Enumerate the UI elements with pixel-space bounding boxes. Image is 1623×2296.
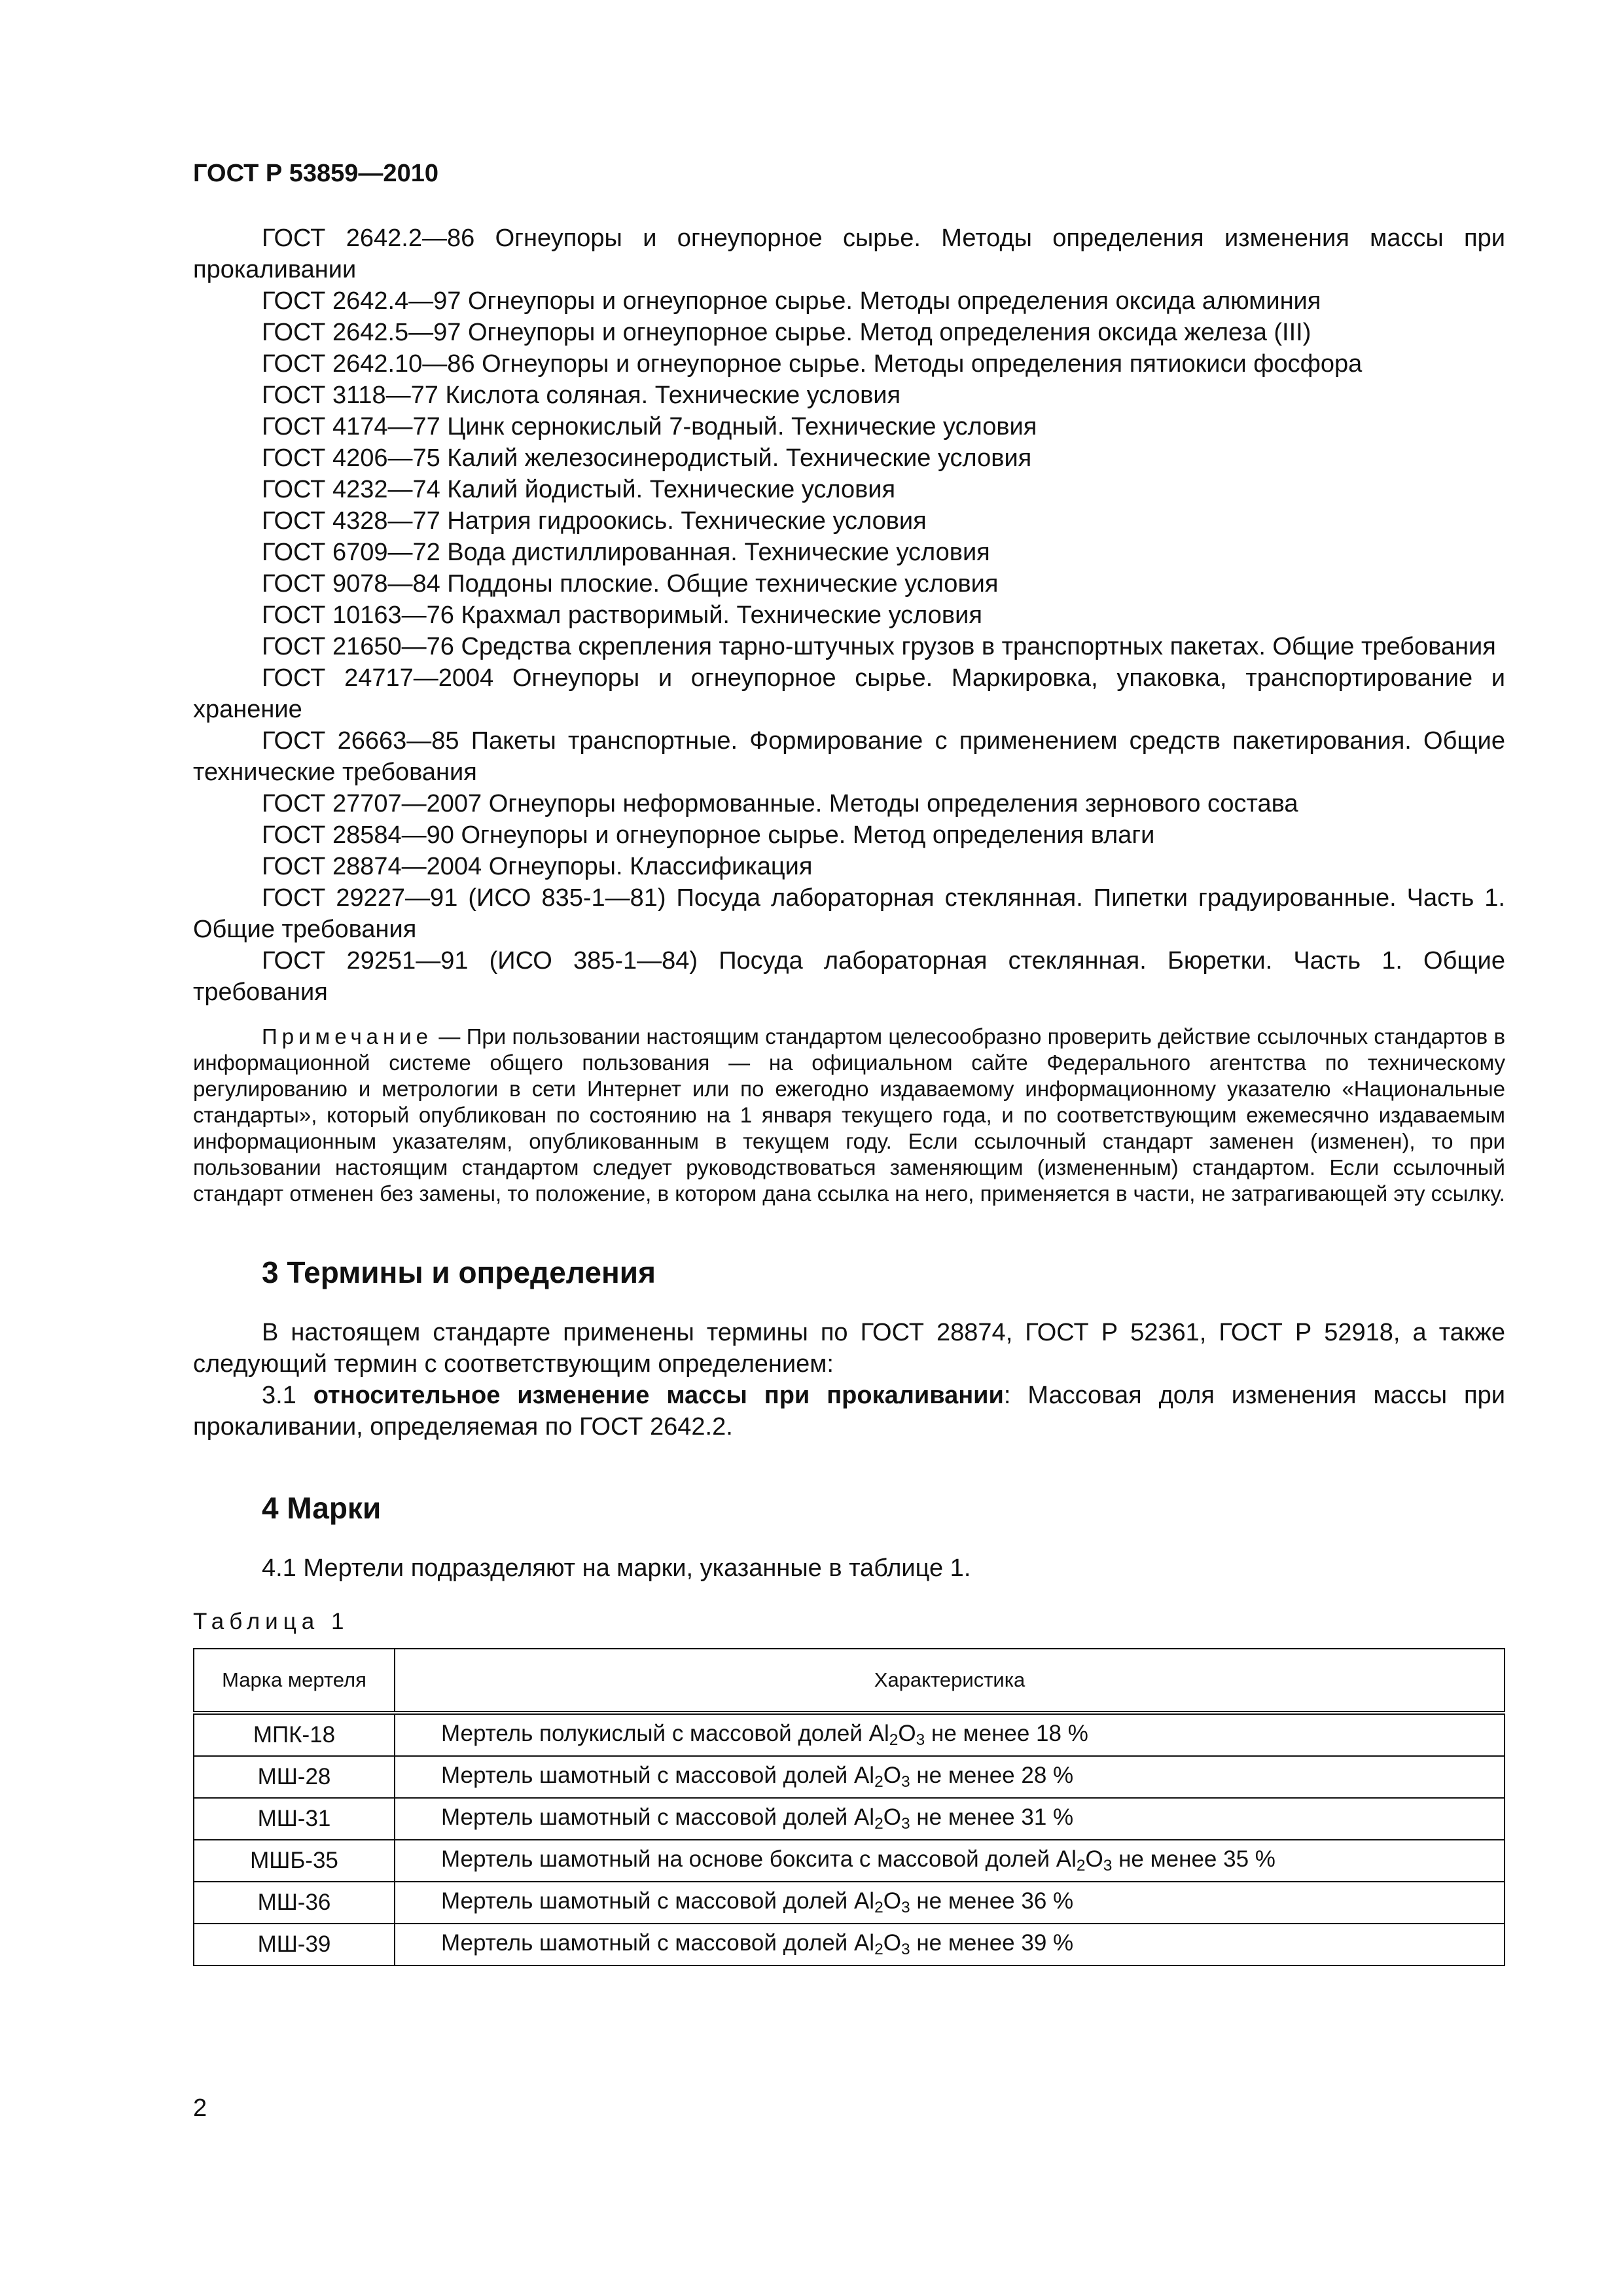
section-4-title: 4 Марки xyxy=(262,1491,382,1525)
reference-item: ГОСТ 10163—76 Крахмал растворимый. Технические условия xyxy=(262,601,982,629)
characteristic-cell xyxy=(395,1882,1505,1924)
char-text: Мертель шамотный с массовой долей Al xyxy=(441,1888,875,1914)
section-4-text: 4.1 Мертели подразделяют на марки, указанные в таблице 1. xyxy=(262,1554,971,1582)
char-text: Мертель шамотный на основе боксита с массовой долей Al xyxy=(441,1846,1077,1872)
char-text: Мертель шамотный с массовой долей Al xyxy=(441,1762,875,1788)
term-definition xyxy=(193,1380,1505,1443)
reference-item: ГОСТ 4232—74 Калий йодистый. Технические условия xyxy=(262,476,896,503)
char-text: O xyxy=(1085,1846,1103,1872)
note-text: — При пользовании настоящим стандартом целесообразно проверить действие ссылочных стандартов в информационной системе общего пользования — на официальном сайте Федерального агентства по техническому регулированию и метрологии в сети Интернет или по ежегодно издаваемому информационному указателю «Национальные стандарты», который опубликован по состоянию на 1 января текущего года, и по соответствующим ежемесячно издаваемым информационным указателям, опубликованным в текущем году. Если ссылочный стандарт заменен (изменен), то при пользовании настоящим стандартом следует руководствоваться заменяющим (измененным) стандартом. Если ссылочный стандарт отменен без замены, то положение, в котором дана ссылка на него, применяется в части, не затрагивающей эту ссылку. xyxy=(193,1024,1505,1206)
char-subscript: 3 xyxy=(901,1941,910,1959)
reference-item: ГОСТ 2642.2—86 Огнеупоры и огнеупорное сырье. Методы определения изменения массы при прокаливании xyxy=(193,224,1505,283)
reference-item: ГОСТ 4174—77 Цинк сернокислый 7-водный. Технические условия xyxy=(262,413,1037,440)
char-text: не менее 28 % xyxy=(910,1762,1074,1788)
char-subscript: 3 xyxy=(916,1731,925,1749)
column-header-mark: Марка мертеля xyxy=(194,1649,395,1713)
char-subscript: 2 xyxy=(874,1899,883,1917)
column-header-characteristic: Характеристика xyxy=(395,1649,1505,1713)
term-number: 3.1 xyxy=(262,1382,296,1409)
mark-cell: МШ-39 xyxy=(194,1924,395,1965)
table-row xyxy=(194,1756,1505,1798)
term-name: относительное изменение массы при прокаливании xyxy=(313,1382,1004,1409)
reference-item: ГОСТ 26663—85 Пакеты транспортные. Формирование с применением средств пакетирования. Общие технические требования xyxy=(193,727,1505,786)
table-header-row xyxy=(194,1649,1505,1713)
reference-item: ГОСТ 28874—2004 Огнеупоры. Классификация xyxy=(262,853,813,880)
mark-cell: МШБ-35 xyxy=(194,1840,395,1882)
section-3-title: 3 Термины и определения xyxy=(262,1255,656,1289)
char-subscript: 2 xyxy=(889,1731,899,1749)
reference-item: ГОСТ 29251—91 (ИСО 385-1—84) Посуда лабораторная стеклянная. Бюретки. Часть 1. Общие требования xyxy=(193,947,1505,1006)
marks-table xyxy=(193,1648,1505,1966)
char-subscript: 3 xyxy=(901,1815,910,1833)
reference-item: ГОСТ 24717—2004 Огнеупоры и огнеупорное сырье. Маркировка, упаковка, транспортирование и хранение xyxy=(193,664,1505,723)
char-subscript: 2 xyxy=(874,1815,883,1833)
char-text: Мертель шамотный с массовой долей Al xyxy=(441,1929,875,1956)
document-page xyxy=(193,157,1505,1966)
section-4-body xyxy=(193,1552,1505,1584)
mark-cell: МШ-36 xyxy=(194,1882,395,1924)
reference-item: ГОСТ 4206—75 Калий железосинеродистый. Технические условия xyxy=(262,444,1032,472)
char-text: O xyxy=(883,1888,901,1914)
char-text: O xyxy=(883,1762,901,1788)
table-row xyxy=(194,1924,1505,1965)
reference-item: ГОСТ 9078—84 Поддоны плоские. Общие технические условия xyxy=(262,570,999,598)
characteristic-cell xyxy=(395,1798,1505,1840)
table-row xyxy=(194,1713,1505,1756)
document-code: ГОСТ Р 53859—2010 xyxy=(193,160,438,187)
char-text: не менее 18 % xyxy=(925,1720,1088,1746)
char-subscript: 2 xyxy=(1076,1857,1086,1875)
char-subscript: 3 xyxy=(901,1899,910,1917)
reference-item: ГОСТ 4328—77 Натрия гидроокись. Технические условия xyxy=(262,507,927,535)
characteristic-cell xyxy=(395,1924,1505,1965)
reference-item: ГОСТ 28584—90 Огнеупоры и огнеупорное сырье. Метод определения влаги xyxy=(262,821,1155,849)
char-text: не менее 31 % xyxy=(910,1804,1074,1830)
note-paragraph xyxy=(193,1024,1505,1207)
table-row xyxy=(194,1882,1505,1924)
char-subscript: 3 xyxy=(1103,1857,1113,1875)
mark-cell: МПК-18 xyxy=(194,1713,395,1756)
characteristic-cell xyxy=(395,1840,1505,1882)
characteristic-cell xyxy=(395,1713,1505,1756)
char-text: O xyxy=(883,1929,901,1956)
page-number: 2 xyxy=(193,2094,207,2122)
mark-cell: МШ-31 xyxy=(194,1798,395,1840)
reference-item: ГОСТ 2642.4—97 Огнеупоры и огнеупорное сырье. Методы определения оксида алюминия xyxy=(262,287,1321,315)
table-row xyxy=(194,1840,1505,1882)
term-definition-text: : Массовая доля изменения массы при прокаливании, определяемая по ГОСТ 2642.2. xyxy=(193,1382,1505,1441)
reference-item: ГОСТ 2642.10—86 Огнеупоры и огнеупорное сырье. Методы определения пятиокиси фосфора xyxy=(262,350,1363,378)
char-text: не менее 39 % xyxy=(910,1929,1074,1956)
reference-item: ГОСТ 6709—72 Вода дистиллированная. Технические условия xyxy=(262,539,990,566)
char-text: не менее 36 % xyxy=(910,1888,1074,1914)
char-text: O xyxy=(898,1720,916,1746)
table-row xyxy=(194,1798,1505,1840)
char-text: Мертель полукислый с массовой долей Al xyxy=(441,1720,889,1746)
reference-item: ГОСТ 29227—91 (ИСО 835-1—81) Посуда лабораторная стеклянная. Пипетки градуированные. Часть 1. Общие требования xyxy=(193,884,1505,943)
char-text: O xyxy=(883,1804,901,1830)
references-list xyxy=(193,223,1505,1008)
characteristic-cell xyxy=(395,1756,1505,1798)
note-label: Примечание xyxy=(262,1024,433,1049)
table-caption: Таблица 1 xyxy=(193,1609,349,1634)
char-subscript: 2 xyxy=(874,1773,883,1791)
section-3-body xyxy=(193,1317,1505,1443)
reference-item: ГОСТ 2642.5—97 Огнеупоры и огнеупорное сырье. Метод определения оксида железа (III) xyxy=(262,319,1311,346)
reference-item: ГОСТ 27707—2007 Огнеупоры неформованные. Методы определения зернового состава xyxy=(262,790,1298,817)
reference-item: ГОСТ 21650—76 Средства скрепления тарно-штучных грузов в транспортных пакетах. Общие требования xyxy=(262,633,1496,660)
mark-cell: МШ-28 xyxy=(194,1756,395,1798)
section-3-intro: В настоящем стандарте применены термины по ГОСТ 28874, ГОСТ Р 52361, ГОСТ Р 52918, а также следующий термин с соответствующим определением: xyxy=(193,1319,1505,1378)
char-text: не менее 35 % xyxy=(1112,1846,1275,1872)
char-subscript: 3 xyxy=(901,1773,910,1791)
char-subscript: 2 xyxy=(874,1941,883,1959)
reference-item: ГОСТ 3118—77 Кислота соляная. Технические условия xyxy=(262,382,901,409)
char-text: Мертель шамотный с массовой долей Al xyxy=(441,1804,875,1830)
